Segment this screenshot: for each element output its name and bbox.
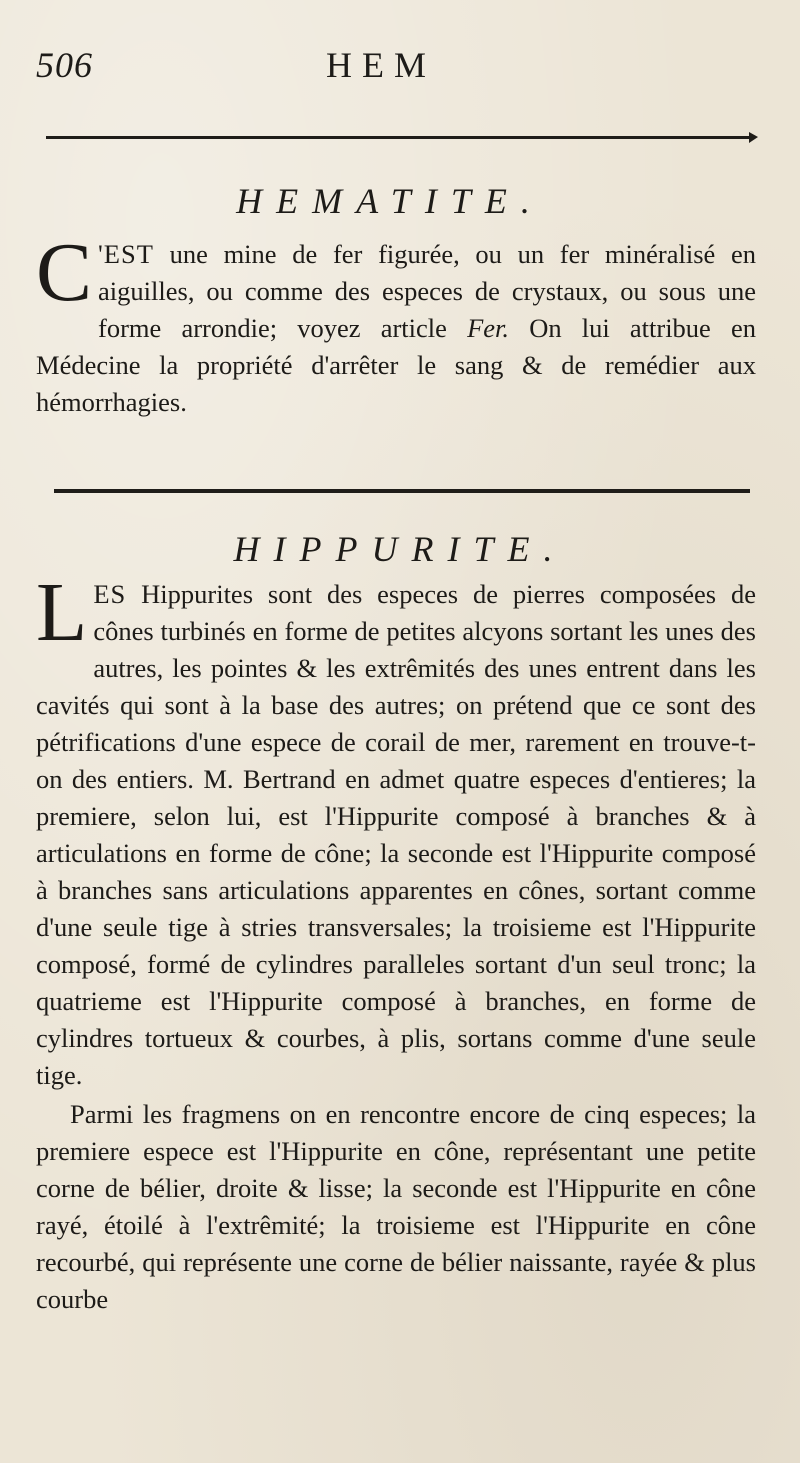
first-word-rest: 'EST (98, 239, 154, 269)
paragraph-text: une mine de fer figurée, ou un fer minéralisé en aiguilles, ou comme des especes de crystaux, ou sous une forme arrondie; voyez article (98, 239, 756, 343)
paragraph-2: Parmi les fragmens on en rencontre encore de cinq especes; la premiere espece est l'Hippurite en cône, représentant une petite corne de bélier, droite & lisse; la seconde est l'Hippurite en cône rayé, étoilé à l'extrêmité; la troisieme est l'Hippurite en cône recourbé, qui représente une corne de bélier naissante, rayée & plus courbe (36, 1099, 756, 1314)
entry-body-hematite (36, 226, 756, 421)
cross-reference: Fer. (467, 313, 510, 343)
drop-cap: L (36, 566, 88, 659)
running-head (36, 40, 756, 90)
entry-heading-hippurite: HIPPURITE. (233, 529, 567, 569)
paragraph-text: Hippurites sont des especes de pierres composées de cônes turbinés en forme de petites alcyons sortant les unes des autres, les pointes & les extrêmités des unes entrent dans les cavités qui sont à la base des autres; on prétend que ce sont des pétrifications d'une espece de corail de mer, rarement en trouve-t-on des entiers. M. Bertrand en admet quatre especes d'entieres; la premiere, selon lui, est l'Hippurite composé à branches & à articulations en forme de cône; la seconde est l'Hippurite composé à branches sans articulations apparentes en cônes, sortant comme d'une seule tige à stries transversales; la troisieme est l'Hippurite composé, formé de cylindres paralleles sortant d'un seul tronc; la quatrieme est l'Hippurite composé à branches, en forme de cylindres tortueux & courbes, à plis, sortans comme d'une seule tige. (36, 579, 756, 1090)
entry-body-hippurite (36, 566, 756, 1318)
paragraph (36, 226, 756, 421)
entry-heading-hematite: HEMATITE. (236, 181, 544, 221)
first-word-rest: ES (93, 579, 127, 609)
top-rule (46, 136, 752, 139)
running-title: HEM (326, 45, 436, 85)
paragraph (36, 566, 756, 1094)
paragraph-text-end: On lui attribue en Médecine la propriété d'arrêter le sang & de remédier aux hémorrhagies. (36, 313, 756, 417)
section-rule (54, 489, 750, 493)
page-number: 506 (36, 45, 93, 85)
drop-cap: C (36, 226, 93, 319)
